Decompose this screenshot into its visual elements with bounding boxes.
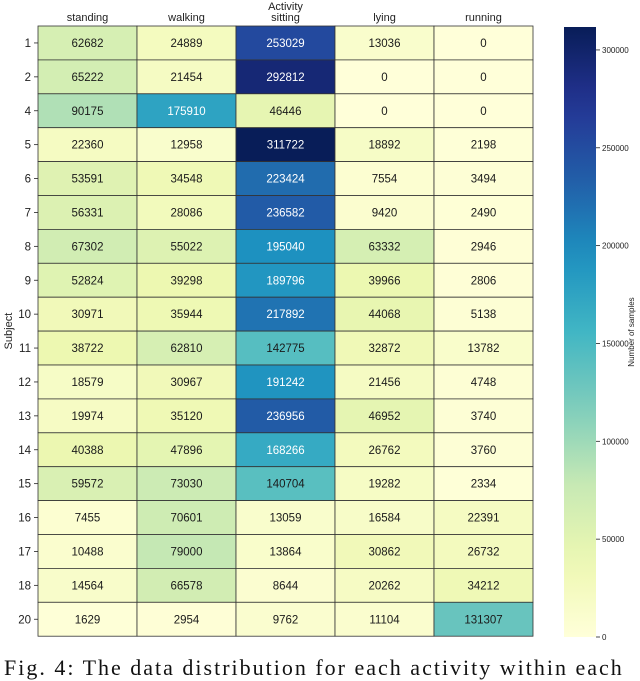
cell-value-label: 9420: [371, 207, 398, 220]
colorbar-tick-label: 250000: [602, 143, 629, 153]
cell-value-label: 236582: [266, 207, 305, 220]
cell-value-label: 55022: [170, 241, 203, 254]
cell-value-label: 18579: [71, 376, 104, 389]
cell-value-label: 73030: [170, 478, 203, 491]
cell-value-label: 2806: [470, 275, 497, 288]
row-tick-label: 6: [24, 173, 31, 186]
row-tick-label: 15: [18, 478, 31, 491]
cell-value-label: 21454: [170, 71, 203, 84]
row-tick-label: 10: [18, 309, 31, 322]
cell-value-label: 21456: [368, 376, 401, 389]
cell-value-label: 46446: [269, 105, 302, 118]
row-tick-label: 5: [24, 139, 31, 152]
row-tick-label: 14: [18, 444, 31, 457]
cell-value-label: 35944: [170, 309, 203, 322]
row-tick-label: 11: [19, 343, 31, 356]
cell-value-label: 3494: [470, 173, 497, 186]
cell-value-label: 66578: [170, 580, 203, 593]
column-tick-label: lying: [373, 12, 396, 24]
colorbar-tick-label: 100000: [602, 437, 629, 447]
cell-value-label: 0: [381, 105, 388, 118]
cell-value-label: 62682: [71, 37, 104, 50]
cell-value-label: 18892: [368, 139, 401, 152]
cell-value-label: 26762: [368, 444, 401, 457]
cell-value-label: 3760: [470, 444, 497, 457]
cell-value-label: 175910: [167, 105, 206, 118]
cell-value-label: 39966: [368, 275, 401, 288]
cell-value-label: 26732: [467, 546, 500, 559]
cell-value-label: 13864: [269, 546, 302, 559]
cell-value-label: 311722: [266, 139, 305, 152]
cell-value-label: 22391: [467, 512, 500, 525]
row-tick-label: 12: [18, 376, 31, 389]
cell-value-label: 70601: [170, 512, 203, 525]
cell-value-label: 40388: [71, 444, 104, 457]
colorbar-tick-label: 300000: [602, 45, 629, 55]
cell-value-label: 189796: [266, 275, 305, 288]
cell-value-label: 59572: [71, 478, 104, 491]
cell-value-label: 223424: [266, 173, 305, 186]
cell-value-label: 14564: [71, 580, 104, 593]
cell-value-label: 22360: [71, 139, 104, 152]
cell-value-label: 30967: [170, 376, 203, 389]
cell-value-label: 2946: [470, 241, 497, 254]
cell-value-label: 13059: [269, 512, 302, 525]
cell-value-label: 56331: [71, 207, 104, 220]
figure-caption: Fig. 4: The data distribution for each activity within each: [4, 655, 624, 680]
cell-value-label: 34212: [467, 580, 500, 593]
colorbar-tick-label: 0: [602, 633, 607, 642]
cell-value-label: 131307: [464, 614, 503, 627]
column-tick-label: walking: [168, 12, 205, 24]
cell-value-label: 142775: [266, 343, 305, 356]
column-tick-label: running: [465, 12, 502, 24]
column-tick-label: standing: [66, 12, 109, 24]
row-tick-label: 8: [24, 241, 31, 254]
cell-value-label: 0: [381, 71, 388, 84]
cell-value-label: 11104: [369, 614, 400, 627]
cell-value-label: 53591: [71, 173, 104, 186]
cell-value-label: 19282: [368, 478, 401, 491]
cell-value-label: 47896: [170, 444, 203, 457]
row-tick-label: 20: [18, 614, 31, 627]
cell-value-label: 38722: [71, 343, 104, 356]
cell-value-label: 9762: [272, 614, 299, 627]
cell-value-label: 13782: [467, 343, 500, 356]
cell-value-label: 30971: [71, 309, 104, 322]
cell-value-label: 13036: [368, 37, 401, 50]
row-tick-label: 18: [18, 580, 31, 593]
cell-value-label: 195040: [266, 241, 305, 254]
cell-value-label: 30862: [368, 546, 401, 559]
cell-value-label: 8644: [272, 580, 299, 593]
cell-value-label: 79000: [170, 546, 203, 559]
cell-value-label: 217892: [266, 309, 305, 322]
cell-value-label: 32872: [368, 343, 401, 356]
cell-value-label: 168266: [266, 444, 305, 457]
cell-value-label: 34548: [170, 173, 203, 186]
colorbar: [564, 27, 596, 637]
cell-value-label: 191242: [266, 376, 305, 389]
cell-value-label: 16584: [368, 512, 401, 525]
row-tick-label: 16: [18, 512, 31, 525]
cell-value-label: 20262: [368, 580, 401, 593]
cell-value-label: 24889: [170, 37, 203, 50]
cell-value-label: 10488: [71, 546, 104, 559]
cell-value-label: 0: [480, 71, 487, 84]
cell-value-label: 2198: [470, 139, 497, 152]
cell-value-label: 140704: [266, 478, 305, 491]
cell-value-label: 7554: [371, 173, 398, 186]
cell-value-label: 2490: [470, 207, 497, 220]
cell-value-label: 52824: [71, 275, 104, 288]
colorbar-tick-label: 200000: [602, 241, 629, 251]
cell-value-label: 2334: [470, 478, 497, 491]
cell-value-label: 35120: [170, 410, 203, 423]
cell-value-label: 4748: [470, 376, 497, 389]
cell-value-label: 46952: [368, 410, 401, 423]
cell-value-label: 39298: [170, 275, 203, 288]
cell-value-label: 44068: [368, 309, 401, 322]
cell-value-label: 253029: [266, 37, 305, 50]
cell-value-label: 1629: [74, 614, 101, 627]
colorbar-title: Number of samples: [627, 297, 636, 367]
cell-value-label: 28086: [170, 207, 203, 220]
row-tick-label: 17: [18, 546, 31, 559]
column-tick-label: sitting: [271, 12, 300, 24]
cell-value-label: 5138: [470, 309, 497, 322]
cell-value-label: 65222: [71, 71, 104, 84]
cell-value-label: 19974: [71, 410, 104, 423]
row-tick-label: 9: [24, 275, 31, 288]
x-axis-title: Activity: [268, 1, 303, 13]
colorbar-tick-label: 50000: [602, 535, 625, 545]
cell-value-label: 7455: [74, 512, 101, 525]
row-tick-label: 7: [24, 207, 31, 220]
cell-value-label: 292812: [266, 71, 305, 84]
cell-value-label: 3740: [470, 410, 497, 423]
cell-value-label: 0: [480, 105, 487, 118]
row-tick-label: 13: [18, 410, 31, 423]
cell-value-label: 67302: [71, 241, 104, 254]
row-tick-label: 2: [24, 71, 31, 84]
row-tick-label: 1: [24, 37, 31, 50]
row-tick-label: 4: [24, 105, 31, 118]
colorbar-tick-label: 150000: [602, 339, 629, 349]
y-axis-title: Subject: [3, 312, 15, 350]
cell-value-label: 236956: [266, 410, 305, 423]
cell-value-label: 90175: [71, 105, 104, 118]
cell-value-label: 62810: [170, 343, 203, 356]
cell-value-label: 63332: [368, 241, 401, 254]
cell-value-label: 12958: [170, 139, 203, 152]
cell-value-label: 0: [480, 37, 487, 50]
cell-value-label: 2954: [173, 614, 200, 627]
